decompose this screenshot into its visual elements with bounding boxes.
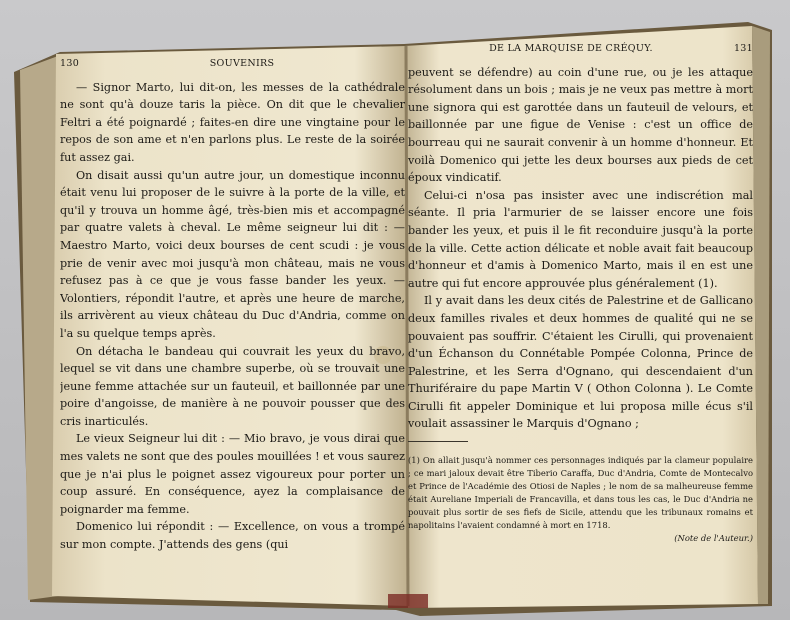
left-page-header xyxy=(60,55,405,73)
paragraph: Il y avait dans les deux cités de Palestrine et de Gallicano deux familles rivales et deux hommes de qualité qui ne se pouvaient pas souffrir. C'étaient les Cirulli, qui provenaient d'un Échanson du Connétable Pompée Colonna, Prince de Palestrine, et les Serra d'Ognano, qui descendaient d'un Thuriféraire du pape Martin V ( Othon Colonna ). Le Comte Cirulli fit appeler Dominique et lui proposa mille écus s'il voulait assassiner le Marquis d'Ognano ; xyxy=(408,294,753,431)
right-page-header xyxy=(408,40,753,58)
paragraph: Domenico lui répondit : — Excellence, on vous a trompé sur mon compte. J'attends des gens (qui xyxy=(60,520,405,552)
footnote-rule xyxy=(408,441,468,442)
footnote-signature: (Note de l'Auteur.) xyxy=(674,533,753,544)
right-page xyxy=(408,40,753,600)
footnote-text: (1) On allait jusqu'à nommer ces personnages indiqués par la clameur populaire ; ce mari jaloux devait être Tiberio Caraffa, Duc d'Andria, Comte de Montecalvo et Prince de l'Académie des Otiosi de Naples ; le nom de sa malheureuse femme était Aureliane Imperiali de Francavilla, et dans tous les cas, le Duc d'Andria ne pouvait plus sortir de ses fiefs de Sicile, attendu que les tribunaux romains et napolitains l'avaient condamné à mort en 1718. xyxy=(408,455,753,531)
page-number-right: 131 xyxy=(733,43,753,54)
paragraph: On disait aussi qu'un autre jour, un domestique inconnu était venu lui proposer de le suivre à la porte de la ville, et qu'il y trouva un homme âgé, très-bien mis et accompagné par quatre valets à cheval. Le même seigneur lui dit : — Maestro Marto, voici deux bourses de cent scudi : je vous prie de venir avec moi jusqu'à mon château, mais ne vous refusez pas à ce que je vous fasse bander les yeux. — Volontiers, répondit l'autre, et après une heure de marche, ils arrivèrent au vieux château du Duc d'Andria, comme on l'a su quelque temps après. xyxy=(60,168,405,340)
paragraph: On détacha le bandeau qui couvrait les yeux du bravo, lequel se vit dans une chambre superbe, où se trouvait une jeune femme attachée sur un fauteuil, et baillonnée par une poire d'angoisse, de manière à ne pouvoir pousser que des cris inarticulés. xyxy=(60,344,405,428)
paragraph: peuvent se défendre) au coin d'une rue, ou je les attaque résolument dans un bois ; mais je ne veux pas mettre à mort une signora qui est garottée dans un fauteuil de velours, et baillonnée par une figue de Venise : c'est un office de bourreau qui ne saurait convenir à un homme d'honneur. Et voilà Domenico qui jette les deux bourses aux pieds de cet époux vindicatif. xyxy=(408,65,753,185)
running-head-right: DE LA MARQUISE DE CRÉQUY. xyxy=(489,43,653,54)
left-page-edges xyxy=(20,56,58,600)
page-number-left: 130 xyxy=(60,58,80,69)
running-head-left: SOUVENIRS xyxy=(209,58,275,69)
paragraph: — Signor Marto, lui dit-on, les messes de la cathédrale ne sont qu'à douze taris la pièce. On dit que le chevalier Feltri a été poignardé ; faites-en dire une vingtaine pour le repos de son ame et n'en parlons plus. Le reste de la soirée fut assez gai. xyxy=(60,80,405,164)
paragraph: Le vieux Seigneur lui dit : — Mio bravo, je vous dirai que mes valets ne sont que des poules mouillées ! et vous saurez que je n'ai plus le poignet assez vigoureux pour porter un coup assuré. En conséquence, ayez la complaisance de poignarder ma femme. xyxy=(60,432,405,516)
left-page xyxy=(60,55,405,590)
paragraph: Celui-ci n'osa pas insister avec une indiscrétion mal séante. Il pria l'armurier de se laisser encore une fois bander les yeux, et puis il le fit reconduire jusqu'à la porte de la ville. Cette action délicate et noble avait fait beaucoup d'honneur et d'amis à Domenico Marto, mais il en est une autre qui fut encore approuvée plus généralement (1). xyxy=(408,188,753,290)
footnote xyxy=(408,454,753,545)
